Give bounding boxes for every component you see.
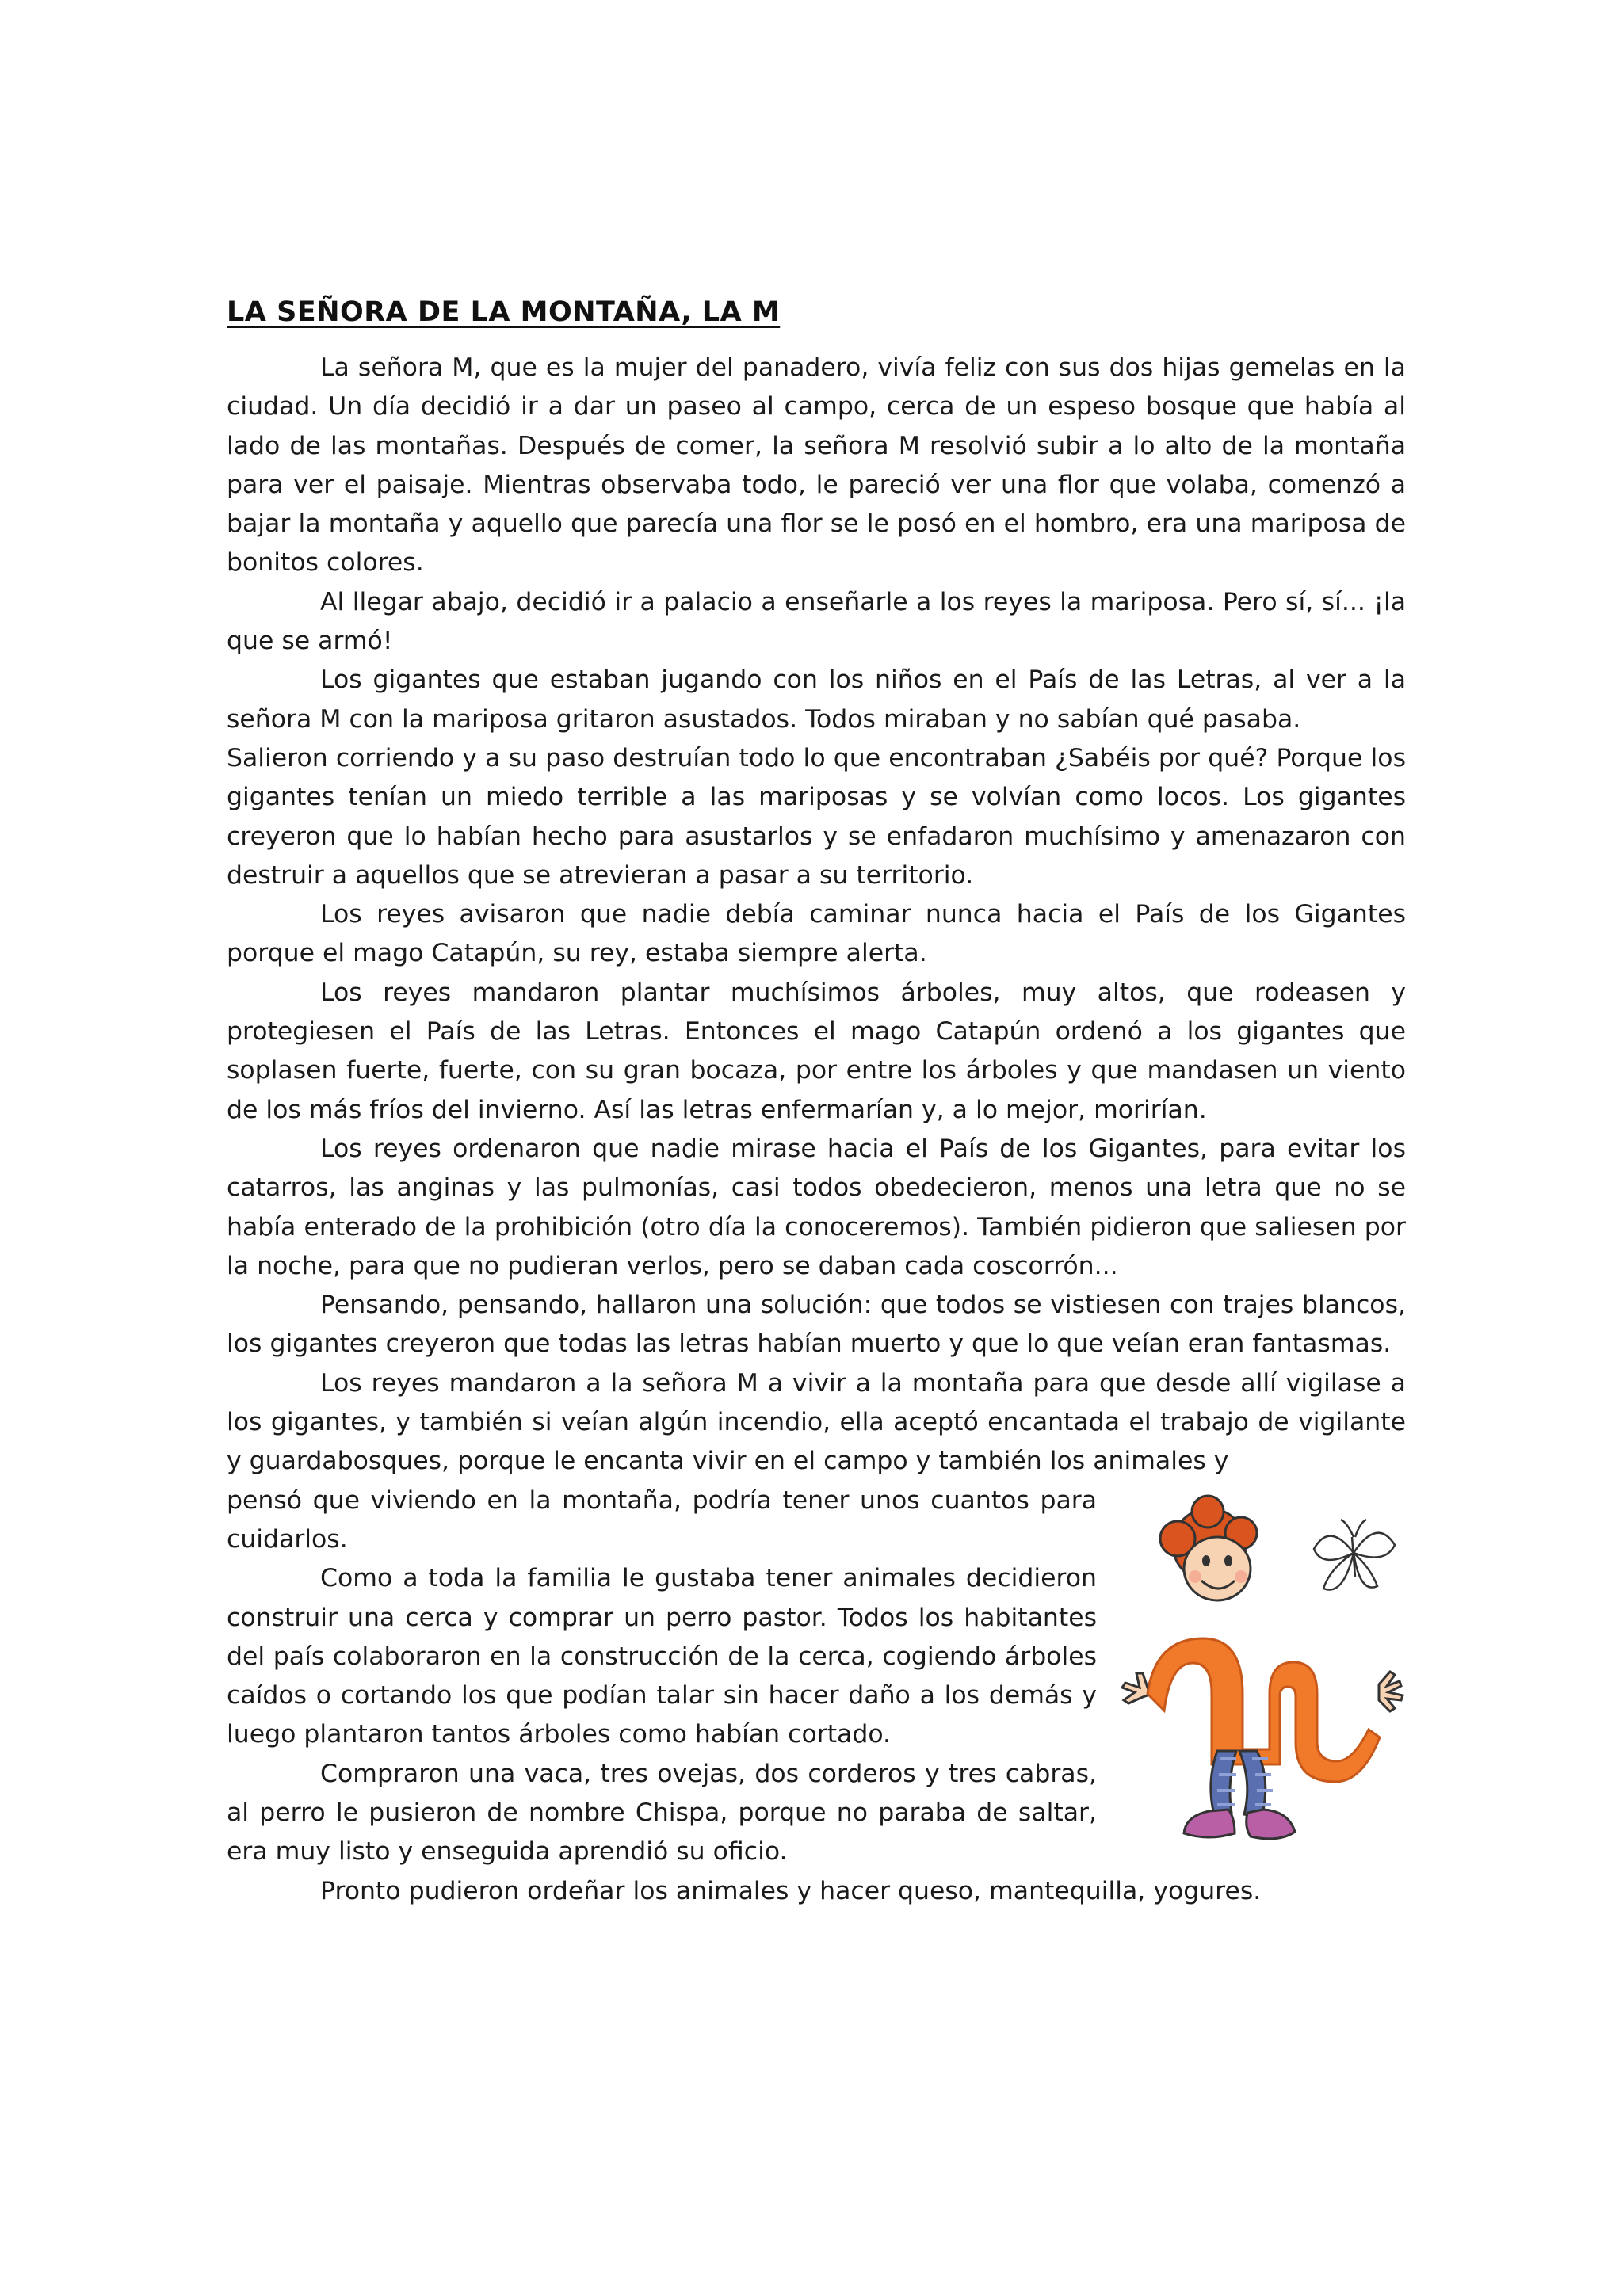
paragraphs-before-figure: [227, 349, 1406, 1482]
right-hand: [1379, 1672, 1403, 1711]
story-paragraph: Los reyes avisaron que nadie debía caminar nunca hacia el País de los Gigantes porque el mago Catapún, su rey, estaba siempre alerta.: [227, 900, 1406, 968]
face: [1184, 1537, 1251, 1600]
story-paragraph: Los gigantes que estaban jugando con los niños en el País de las Letras, al ver a la señora M con la mariposa gritaron asustados. Todos miraban y no sabían qué pasaba.: [227, 666, 1406, 734]
story-paragraph: Como a toda la familia le gustaba tener animales decidieron construir una cerca y comprar un perro pastor. Todos los habitantes del país colaboraron en la construcción de la cerca, cogiendo árboles caídos o cortando los que podían talar sin hacer daño a los demás y luego plantaron tantos árboles como habían cortado.: [227, 1564, 1097, 1749]
story-paragraph: Pronto pudieron ordeñar los animales y hacer queso, mantequilla, yogures.: [320, 1876, 1262, 1905]
story-paragraph: Los reyes ordenaron que nadie mirase hacia el País de los Gigantes, para evitar los catarros, las anginas y las pulmonías, casi todos obedecieron, menos una letra que no se había enterado de la prohibición (otro día la conoceremos). También pidieron que saliesen por la noche, para que no pudieran verlos, pero se daban cada coscorrón...: [227, 1134, 1406, 1280]
story-paragraph: La señora M, que es la mujer del panadero, vivía feliz con sus dos hijas gemelas en la ciudad. Un día decidió ir a dar un paseo al campo, cerca de un espeso bosque que había al lado de las montañas. Después de comer, la señora M resolvió subir a lo alto de la montaña para ver el paisaje. Mientras observaba todo, le pareció ver una flor que volaba, comenzó a bajar la montaña y aquello que parecía una flor se le posó en el hombro, era una mariposa de bonitos colores.: [227, 353, 1406, 578]
shoes: [1184, 1810, 1295, 1839]
story-paragraph: Salieron corriendo y a su paso destruían todo lo que encontraban ¿Sabéis por qué? Porque los gigantes tenían un miedo terrible a las mariposas y se volvían como locos. Los gigantes creyeron que lo habían hecho para asustarlos y se enfadaron muchísimo y amenazaron con destruir a aquellos que se atrevieran a pasar a su territorio.: [227, 743, 1406, 890]
letter-m-girl-icon: [1116, 1489, 1406, 1870]
story-paragraph: Compraron una vaca, tres ovejas, dos corderos y tres cabras, al perro le pusieron de nombre Chispa, porque no paraba de saltar, era muy listo y enseguida aprendió su oficio.: [227, 1759, 1097, 1867]
document-page: [227, 292, 1406, 1911]
story-title: LA SEÑORA DE LA MONTAÑA, LA M: [227, 296, 781, 328]
butterfly-icon: [1314, 1520, 1395, 1590]
story-paragraph: Los reyes mandaron plantar muchísimos árboles, muy altos, que rodeasen y protegiesen el País de las Letras. Entonces el mago Catapún ordenó a los gigantes que soplasen fuerte, fuerte, con su gran bocaza, por entre los árboles y que mandasen un viento de los más fríos del invierno. Así las letras enfermarían y, a lo mejor, morirían.: [227, 978, 1406, 1124]
story-paragraph: Los reyes mandaron a la señora M a vivir a la montaña para que desde allí vigilase a los gigantes, y también si veían algún incendio, ella aceptó encantada el trabajo de vigilante y guardabosques, porque le encanta vivir en el campo y también los animales y: [227, 1368, 1406, 1476]
story-paragraph: Pensando, pensando, hallaron una solución: que todos se vistiesen con trajes blancos, los gigantes creyeron que todas las letras habían muerto y que lo que veían eran fantasmas.: [227, 1291, 1406, 1359]
paragraphs-after-figure: [227, 1872, 1406, 1911]
story-body: [227, 349, 1406, 1911]
letter-m-girl-illustration: [1116, 1489, 1406, 1870]
story-paragraph: pensó que viviendo en la montaña, podría tener unos cuantos para cuidarlos.: [227, 1486, 1097, 1554]
story-paragraph: Al llegar abajo, decidió ir a palacio a enseñarle a los reyes la mariposa. Pero sí, sí... ¡la que se armó!: [227, 587, 1406, 656]
